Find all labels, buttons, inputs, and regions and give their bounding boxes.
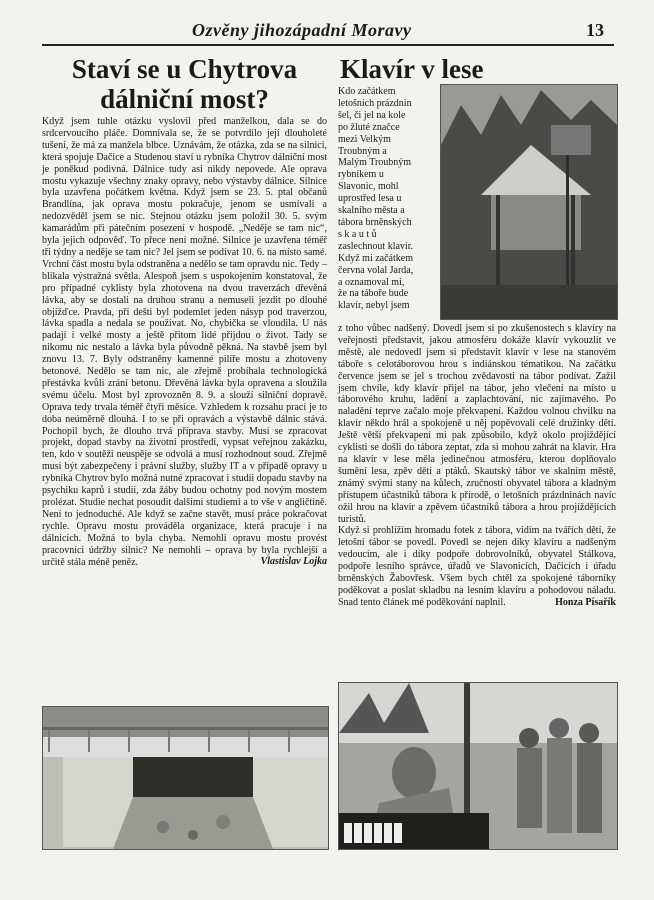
camp-tower-photo (440, 84, 618, 320)
narrow-line: června volal Jarda, (338, 264, 414, 276)
narrow-line: a oznamoval mi, (338, 276, 405, 288)
article-bridge-title-line2: dálniční most? (100, 84, 269, 114)
article-bridge-title (42, 54, 327, 114)
narrow-line: klavír, nebyl jsem (338, 300, 410, 312)
narrow-line: skalního města a (338, 205, 405, 217)
narrow-line: s k a u t ů (338, 228, 377, 240)
article-piano-title: Klavír v lese (340, 54, 484, 84)
narrow-line: po žluté značce (338, 121, 400, 133)
page-header (42, 20, 614, 46)
magazine-title: Ozvěny jihozápadní Moravy (192, 20, 412, 40)
narrow-line: tábora brněnských (338, 216, 412, 228)
narrow-line: Malým Troubným (338, 157, 412, 169)
article-piano (338, 54, 616, 84)
article-piano-main (338, 323, 616, 609)
article-bridge-body: Když jsem tuhle otázku vyslovil před manželkou, dala se do srdcervoucího pláče. Domnívala se, že se potvrdilo její dlouholeté tušení, že má za manžela blbce. Uznávám, že otázka, zda se na silnici, která spojuje Dačice a Studenou staví u rybníka Chytrov dálniční most je poněkud podivná. Dálnice tudy asi nikdy nepovede. Ale oprava mostu vykazuje všechny znaky opravy, nebo výstavby dálnice. Silnice byla uzavřena počátkem května. Když jsem se 23. 5. ptal občanů Brandlína, jak oprava mostu pokračuje, jenom se usmívali a nedozvěděl jsem se nic. Stejnou otázku jsem položil 30. 5. svým kamarádům při pátečním posezení v hospodě. „Neděje se tam nic“, byla jejich odpověď. To přece není možné. Silnice je uzavřena téměř tři týdny a neděje se tam nic? Jel jsem se podívat 10. 6. na místo samé. Vrchní část mostu byla odstraněna a nedělo se tam opravdu nic. Tedy – blikala výstražná světla. Alespoň jsem s uspokojením konstatoval, že pro případné cyklisty byla zhotovena na dvou traverzách dřevěná lávka, aby se dostali na druhou stranu a nemuseli jezdit po dlouhé objížďce. Pravda, při dešti byl podemlet jeden násyp pod traverzou, lávka spadla a nedala se používat. No, chybička se vloudila. U nás padají i velké mosty a ještě přitom lidé přijdou o život. Tady se nikomu nic nestalo a lávka byla původně pěkná. Na stavbě jsem byl znovu 13. 7. Byly odstraněny kamenné pilíře mostu a zhotoveny betonové. Nedělo se tam nic, ale zřejmě probíhala technologická přestávka kvůli zrání betonu. Dřevěná lávka byla opravena a sloužila svému účelu. Most byl zprovozněn 8. 9. a slouží silniční dopravě. Oprava tedy trvala téměř čtyři měsíce. Vzhledem k rozsahu prací je to doba neúměrně dlouhá. I to se při opravách a výstavbě dálnic stává. Pochopil bych, že dlouho trvá příprava stavby. Musí se zpracovat projekt, dopad stavby na životní prostředí, vypsat veřejnou zakázku, ten, kdo v soutěži neuspěje se odvolá a musí rozhodnout soud. Zřejmě musí být zabezpečeny i právní služby, služby IT a v případě opravy u rybníka Chytrov bylo možná nutné zpracovat i studii dopadu stavby na psychiku kaprů i studii, zda žáby budou ochotny pod novým mostem prolézat. Studie nechat posoudit dalšími studiemi a to vše v angličtině. Není to jednoduché. Ale když se začne stavět, musí práce pokračovat rychle. Opravu mostu prováděla organizace, která pracuje i na dálnicích. Možná to byla chyba. Nemohli opravu mostu provést pracovníci údržby silnic? Ne nemohli – oprava by byla rychlejší a určitě stála méně peněz. (42, 116, 327, 568)
narrow-line: Troubným a (338, 145, 387, 157)
narrow-line: že na táboře bude (338, 288, 409, 300)
article-piano-author: Honza Písařík (555, 596, 616, 608)
narrow-line: šel, či jel na kole (338, 109, 406, 121)
piano-photo (338, 682, 618, 850)
article-bridge-author: Vlastislav Lojka (260, 556, 327, 568)
narrow-line: letošních prázdnin (338, 97, 412, 109)
page-number: 13 (586, 20, 604, 40)
article-piano-body: z toho vůbec nadšený. Dovedl jsem si po zkušenostech s klavíry na veřejnosti představit, jakou atmosféru dokáže klavír vykouzlit ve městě, ale nedovedl jsem si představit klavír v lese na stanovém táboře s celotáborovou hrou s indiánskou tématikou. Na začátku července jsem se jel s trochou zvědavosti na tábor podívat. Zažil jsem chvíle, kdy klavír přijel na tábor, jeho vlečení na místo u táborového kruhu, ladění a zaplachtování, nic zajímavého. Po naladění teprve začalo moje překvapení. Každou volnou chvilku na klavír někdo hrál a spokojeně u něj popěvovali celé družinky dětí. Ještě větší překvapení mi pak způsobilo, když okolo projíždějící cyklisti se došli do tábora zeptat, zda si mohou zahrát na klavír. Hra na klavír v lese měla jedinečnou atmosféru, kterou doplňovalo šumění lesa, zpěv dětí a ptáků. Skautský tábor ve skalním městě, známý svými stany na kůlech, zručností obyvatel tábora a kladným přístupem účastníků tábora k přírodě, o letošních prázdninách navíc ožil hrou na klavír a zpěvem účastníků tábora a hrou projíždějících turistů. (338, 323, 616, 525)
narrow-line: zaslechnout klavír. (338, 240, 413, 252)
narrow-line: mezi Velkým (338, 133, 391, 145)
article-piano-body2: Když si prohlížím hromadu fotek z tábora, vidím na tvářích dětí, že letošní tábor se povedl. Povedl se nejen díky klavíru a nadšeným vedoucím, ale i díky podpoře dobrovolníků, obyvatel Stálkova, podpoře lesního správce, úřadů ve Slavonicích, Dačicích i úřadu brněnských Žabovřesk. Všem bych chtěl za spokojené táborníky poděkovat a poslat skladbu na lesním klavíru a pohodovou náladu. Snad tento článek mé poděkování naplnil. (338, 525, 616, 608)
narrow-line: Kdo začátkem (338, 86, 396, 97)
article-bridge-title-line1: Staví se u Chytrova (71, 54, 298, 84)
narrow-line: uprostřed lesa u (338, 193, 402, 205)
narrow-line: Když mi začátkem (338, 252, 413, 264)
article-piano-narrow (338, 86, 436, 312)
article-bridge (42, 54, 327, 568)
narrow-line: Slavonic, mohl (338, 181, 399, 193)
bridge-photo (42, 706, 329, 850)
narrow-line: rybníkem u (338, 169, 384, 181)
